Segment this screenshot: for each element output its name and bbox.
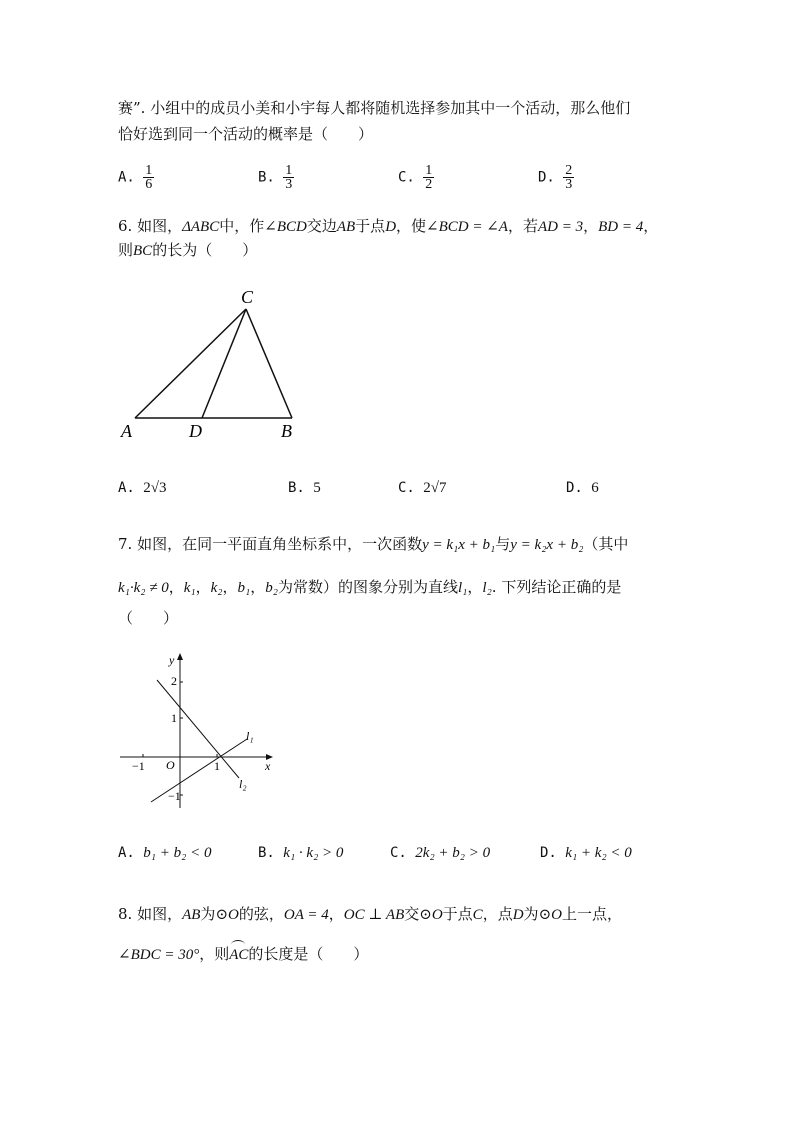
y-axis-arrow bbox=[177, 653, 183, 660]
label-x-neg1: −1 bbox=[132, 759, 145, 773]
q6-text-line1: 6. 如图，ΔABC中，作∠BCD交边AB于点D，使∠BCD = ∠A，若AD = 3，BD = 4， bbox=[118, 217, 659, 235]
label-y-neg1: −1 bbox=[168, 789, 181, 803]
q5-option-b[interactable]: B. $\frac{1}{3}$ bbox=[258, 163, 293, 192]
q7-text-line2: k₁·k₂ ≠ 0，k₁，k₂，b₁，b₂为常数）的图象分别为直线l₁，l₂. 下列结论正确的是 bbox=[118, 578, 622, 596]
label-origin: O bbox=[166, 758, 175, 772]
segment-bc bbox=[246, 309, 292, 418]
q7-option-c[interactable]: C. 2k₂ + b₂ > 0 bbox=[390, 845, 491, 861]
label-x: x bbox=[265, 759, 271, 773]
q5-text-line1: 赛”. 小组中的成员小美和小宇每人都将随机选择参加其中一个活动，那么他们 bbox=[118, 99, 631, 117]
label-y-1: 1 bbox=[171, 711, 177, 725]
q5-option-d[interactable]: D. $\frac{2}{3}$ bbox=[538, 163, 573, 192]
q6-option-d[interactable]: D. 6 bbox=[566, 480, 599, 496]
label-l2: l₂ bbox=[239, 777, 247, 791]
q7-option-b[interactable]: B. k₁ · k₂ > 0 bbox=[258, 845, 344, 861]
q7-text-line3: （ ） bbox=[118, 609, 179, 627]
q5-option-c[interactable]: C. $\frac{1}{2}$ bbox=[398, 163, 433, 192]
segment-ac bbox=[135, 309, 246, 418]
label-b: B bbox=[281, 421, 292, 441]
q7-coordinate-figure bbox=[115, 650, 280, 815]
q8-text-line1: 8. 如图，AB为⊙O的弦，OA = 4，OC ⊥ AB交⊙O于点C，点D为⊙O上一点， bbox=[118, 905, 622, 923]
q6-triangle-figure bbox=[110, 285, 310, 445]
label-c: C bbox=[241, 287, 254, 307]
label-y: y bbox=[169, 653, 175, 667]
q7-option-d[interactable]: D. k₁ + k₂ < 0 bbox=[540, 845, 632, 861]
label-y-2: 2 bbox=[171, 674, 177, 688]
q7-text-line1: 7. 如图，在同一平面直角坐标系中，一次函数y = k₁x + b₁与y = k₂x + b₂（其中 bbox=[118, 535, 629, 553]
q5-option-a[interactable]: A. $\frac{1}{6}$ bbox=[118, 163, 153, 192]
label-d: D bbox=[189, 421, 202, 441]
arc-ac: AC bbox=[229, 945, 248, 965]
label-l1: l₁ bbox=[246, 729, 254, 743]
q6-option-c[interactable]: C. 2√7 bbox=[398, 480, 447, 496]
q6-option-a[interactable]: A. 2√3 bbox=[118, 480, 167, 496]
q7-option-a[interactable]: A. b₁ + b₂ < 0 bbox=[118, 845, 212, 861]
q8-text-line2: ∠BDC = 30°，则 AC的长度是（ ） bbox=[118, 944, 368, 965]
q5-text-line2: 恰好选到同一个活动的概率是（ ） bbox=[118, 125, 374, 143]
q6-text-line2: 则BC的长为（ ） bbox=[118, 241, 258, 259]
q6-option-b[interactable]: B. 5 bbox=[288, 480, 321, 496]
segment-dc bbox=[202, 309, 246, 418]
label-a: A bbox=[121, 421, 132, 441]
label-x-1: 1 bbox=[214, 759, 220, 773]
